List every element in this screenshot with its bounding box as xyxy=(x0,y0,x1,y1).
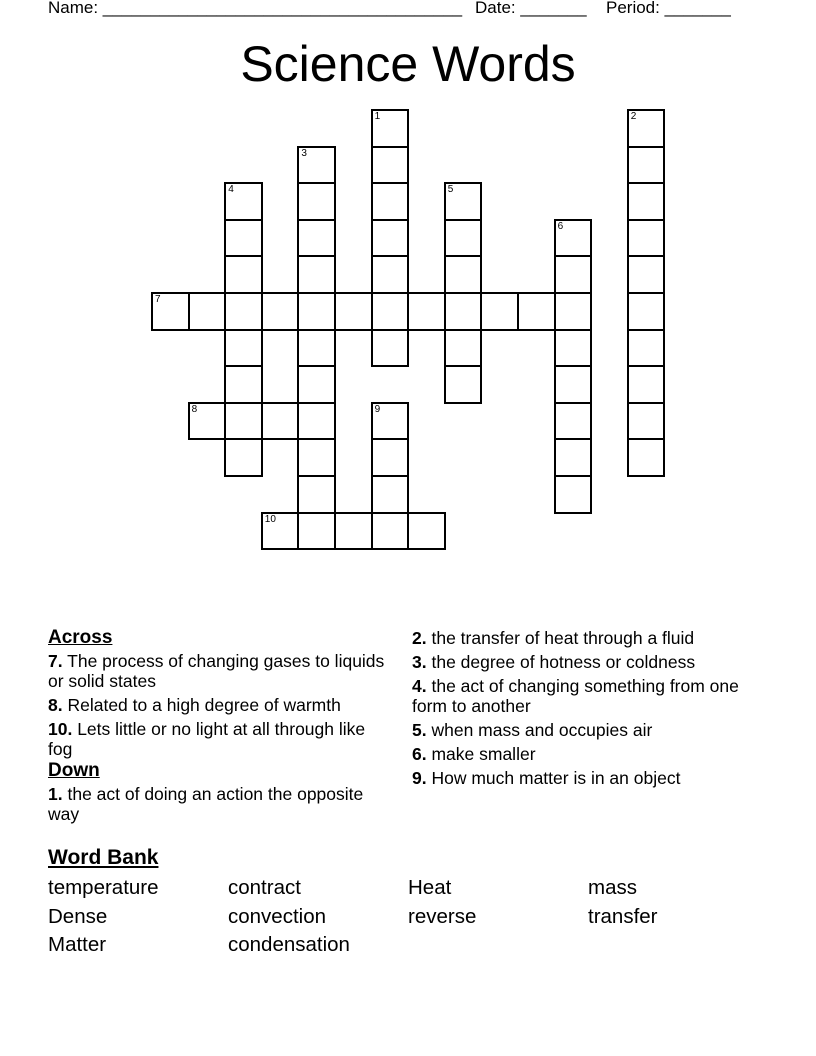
clue-number: 5. xyxy=(412,720,427,740)
crossword-cell[interactable] xyxy=(371,182,410,221)
clue-number: 3. xyxy=(412,652,427,672)
crossword-cell[interactable] xyxy=(444,182,483,221)
clue-number: 9. xyxy=(412,768,427,788)
crossword-cell[interactable] xyxy=(371,438,410,477)
crossword-cell[interactable] xyxy=(517,292,556,331)
crossword-cell[interactable] xyxy=(224,329,263,368)
crossword-cell[interactable] xyxy=(627,182,666,221)
clue-number: 2. xyxy=(412,628,427,648)
clue-number: 8 xyxy=(191,403,198,415)
crossword-cell[interactable] xyxy=(371,475,410,514)
crossword-cell[interactable] xyxy=(151,292,190,331)
clue-number: 7. xyxy=(48,651,63,671)
clue-text: the degree of hotness or coldness xyxy=(426,652,696,672)
clues-left-column xyxy=(48,628,388,828)
crossword-cell[interactable] xyxy=(554,438,593,477)
crossword-cell[interactable] xyxy=(297,365,336,404)
crossword-cell[interactable] xyxy=(297,146,336,185)
clue-text: How much matter is in an object xyxy=(426,768,681,788)
word-bank-item: Matter xyxy=(48,933,107,956)
crossword-cell[interactable] xyxy=(261,512,300,551)
word-bank-item: Heat xyxy=(408,876,452,899)
page-title: Science Words xyxy=(240,36,576,92)
down-clue-list-continued xyxy=(412,628,762,788)
word-bank-item: reverse xyxy=(408,904,477,928)
clue-text: The process of changing gases to liquids or solid states xyxy=(48,651,385,691)
clue-number: 6 xyxy=(557,220,564,232)
crossword-cell[interactable] xyxy=(371,255,410,294)
crossword-cell[interactable] xyxy=(554,475,593,514)
clue-text: when mass and occupies air xyxy=(426,720,653,740)
crossword-cell[interactable] xyxy=(224,219,263,258)
crossword-cell[interactable] xyxy=(554,255,593,294)
crossword-cell[interactable] xyxy=(261,402,300,441)
crossword-cell[interactable] xyxy=(371,292,410,331)
crossword-cell[interactable] xyxy=(224,182,263,221)
clue-text: the act of changing something from one form to another xyxy=(412,676,739,716)
crossword-cell[interactable] xyxy=(627,329,666,368)
crossword-cell[interactable] xyxy=(371,219,410,258)
word-bank-title: Word Bank xyxy=(48,846,159,869)
crossword-cell[interactable] xyxy=(480,292,519,331)
clue-number: 1 xyxy=(374,111,381,122)
crossword-cell[interactable] xyxy=(224,292,263,331)
clues-right-column xyxy=(412,628,762,792)
crossword-cell[interactable] xyxy=(297,512,336,551)
crossword-cell[interactable] xyxy=(224,438,263,477)
date-field-label: Date: _______ xyxy=(475,0,587,17)
crossword-cell[interactable] xyxy=(297,329,336,368)
word-bank-item: convection xyxy=(228,904,327,928)
down-clue-list xyxy=(48,784,388,824)
clue-text: Related to a high degree of warmth xyxy=(62,695,341,715)
word-bank-item: temperature xyxy=(48,876,159,899)
clue-item xyxy=(48,695,388,715)
clue-item xyxy=(412,652,762,672)
crossword-cell[interactable] xyxy=(627,438,666,477)
crossword-cell[interactable] xyxy=(334,512,373,551)
crossword-cell[interactable] xyxy=(407,292,446,331)
word-bank-item: contract xyxy=(228,876,301,899)
crossword-cell[interactable] xyxy=(297,292,336,331)
clue-item xyxy=(48,719,388,759)
clue-item xyxy=(412,744,762,764)
crossword-cell[interactable] xyxy=(371,512,410,551)
clue-number: 2 xyxy=(630,111,637,122)
crossword-cell[interactable] xyxy=(444,292,483,331)
clue-text: the act of doing an action the opposite way xyxy=(48,784,364,824)
crossword-cell[interactable] xyxy=(371,402,410,441)
crossword-cell[interactable] xyxy=(554,292,593,331)
crossword-cell[interactable] xyxy=(627,365,666,404)
clue-item xyxy=(412,676,762,716)
crossword-cell[interactable] xyxy=(444,329,483,368)
clue-text: the transfer of heat through a fluid xyxy=(426,628,695,648)
across-heading: Across xyxy=(48,627,113,648)
crossword-cell[interactable] xyxy=(188,292,227,331)
word-bank-item: condensation xyxy=(228,933,350,956)
crossword-cell[interactable] xyxy=(627,292,666,331)
crossword-cell[interactable] xyxy=(297,475,336,514)
crossword-cell[interactable] xyxy=(188,402,227,441)
clue-number: 3 xyxy=(301,147,307,159)
clue-number: 8. xyxy=(48,695,63,715)
crossword-cell[interactable] xyxy=(297,255,336,294)
crossword-cell[interactable] xyxy=(224,402,263,441)
crossword-cell[interactable] xyxy=(334,292,373,331)
crossword-cell[interactable] xyxy=(297,219,336,258)
crossword-cell[interactable] xyxy=(297,402,336,441)
crossword-cell[interactable] xyxy=(261,292,300,331)
across-clue-list xyxy=(48,651,388,759)
crossword-cell[interactable] xyxy=(554,365,593,404)
period-field-label: Period: _______ xyxy=(606,0,731,17)
clue-number: 4. xyxy=(412,676,427,696)
clue-number: 10. xyxy=(48,719,73,739)
crossword-cell[interactable] xyxy=(297,182,336,221)
crossword-cell[interactable] xyxy=(224,255,263,294)
clue-number: 5 xyxy=(447,184,454,196)
crossword-cell[interactable] xyxy=(554,402,593,441)
clue-number: 7 xyxy=(155,294,161,305)
clue-number: 6. xyxy=(412,744,427,764)
crossword-cell[interactable] xyxy=(444,219,483,258)
clue-text: Lets little or no light at all through like fog xyxy=(48,719,366,759)
clue-number: 1. xyxy=(48,784,63,804)
clue-number: 10 xyxy=(264,513,276,525)
clue-number: 9 xyxy=(374,403,381,415)
crossword-cell[interactable] xyxy=(224,365,263,404)
word-bank-item: mass xyxy=(588,876,637,899)
down-heading: Down xyxy=(48,760,100,781)
word-bank xyxy=(48,874,768,960)
crossword-cell[interactable] xyxy=(627,219,666,258)
crossword-cell[interactable] xyxy=(554,219,593,258)
crossword-cell[interactable] xyxy=(371,146,410,185)
word-bank-item: transfer xyxy=(588,904,658,928)
clue-item xyxy=(412,628,762,648)
name-field-label: Name: ______________________________________ xyxy=(48,0,463,17)
clue-number: 4 xyxy=(228,184,234,196)
crossword-cell[interactable] xyxy=(371,109,410,148)
crossword-cell[interactable] xyxy=(407,512,446,551)
crossword-cell[interactable] xyxy=(554,329,593,368)
crossword-cell[interactable] xyxy=(627,146,666,185)
crossword-cell[interactable] xyxy=(371,329,410,368)
crossword-cell[interactable] xyxy=(444,365,483,404)
word-bank-item: Dense xyxy=(48,904,108,928)
crossword-cell[interactable] xyxy=(444,255,483,294)
crossword-cell[interactable] xyxy=(627,255,666,294)
crossword-cell[interactable] xyxy=(627,109,666,148)
clue-item xyxy=(412,720,762,740)
clue-text: make smaller xyxy=(426,744,536,764)
clue-item xyxy=(48,784,388,824)
clue-item xyxy=(412,768,762,788)
crossword-cell[interactable] xyxy=(297,438,336,477)
crossword-cell[interactable] xyxy=(627,402,666,441)
clue-item xyxy=(48,651,388,691)
